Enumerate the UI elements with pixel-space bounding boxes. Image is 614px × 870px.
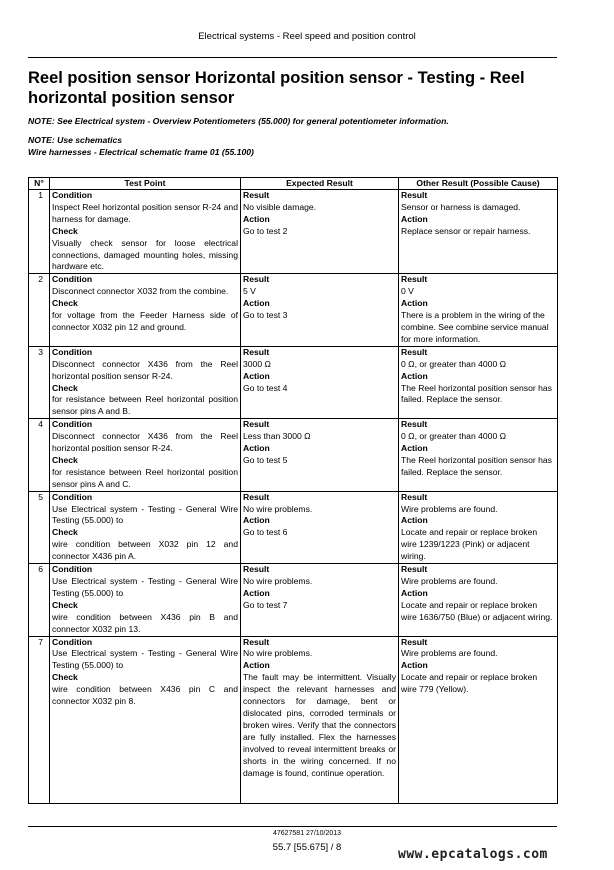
condition-label: Condition: [52, 491, 93, 502]
other-result-text: Wire problems are found.: [401, 576, 498, 586]
result-text: No wire problems.: [243, 648, 313, 659]
row-number-text: 5: [38, 491, 43, 502]
test-point-cell: [50, 491, 241, 563]
other-result-label: Result: [401, 274, 428, 285]
action-text: Go to test 3: [243, 310, 288, 321]
test-point-cell: [50, 419, 241, 491]
table-row: [29, 564, 558, 636]
test-point-cell: [50, 636, 241, 803]
result-text: Less than 3000 Ω: [243, 431, 311, 442]
action-text: The fault may be intermittent. Visually inspect the relevant harnesses and connectors for damage, bent or dislocated pins, corroded terminals or broken wires. Verify that the connectors are fully installed. Flex the harnesses involved to reveal intermittent breaks or shorts in the wiring concerned. If no damage is found, continue operation.: [243, 672, 396, 778]
other-action-text: Replace sensor or repair harness.: [401, 225, 531, 236]
check-text: for resistance between Reel horizontal position sensor pins A and C.: [52, 466, 238, 489]
expected-result-cell: [241, 346, 399, 418]
result-label: Result: [243, 346, 270, 357]
check-text: wire condition between X032 pin 12 and connector X436 pin A.: [52, 539, 238, 562]
check-text: Visually check sensor for loose electrical connections, damaged mounting holes, missing hardware etc.: [52, 237, 238, 272]
page-title: Reel position sensor Horizontal position sensor - Testing - Reel horizontal position sensor: [28, 69, 525, 107]
expected-result-cell: [241, 636, 399, 803]
note-wire-harnesses: Wire harnesses - Electrical schematic frame 01 (55.100): [28, 147, 254, 157]
other-result-text: Sensor or harness is damaged.: [401, 201, 521, 212]
other-action-label: Action: [401, 298, 428, 309]
header-rule: [28, 57, 557, 58]
header-number: N°: [29, 178, 50, 190]
expected-result-cell: [241, 190, 399, 274]
document-id: 47627581 27/10/2013: [272, 830, 342, 837]
result-text: No wire problems.: [243, 503, 313, 514]
condition-text: Disconnect connector X436 from the Reel horizontal position sensor R-24.: [52, 358, 238, 381]
running-header: Electrical systems - Reel speed and position control: [198, 31, 416, 42]
note-potentiometers: NOTE: See Electrical system - Overview Potentiometers (55.000) for general potentiometer information.: [28, 116, 449, 126]
row-number: [29, 564, 50, 636]
result-text: 5 V: [243, 286, 256, 297]
expected-result-cell: [241, 564, 399, 636]
row-number: [29, 346, 50, 418]
condition-label: Condition: [52, 274, 93, 285]
result-label: Result: [243, 190, 270, 200]
other-action-text: Locate and repair or replace broken wire 1239/1223 (Pink) or adjacent wiring.: [401, 527, 538, 562]
row-number-text: 7: [38, 636, 43, 647]
other-result-text: 0 Ω, or greater than 4000 Ω: [401, 431, 507, 442]
other-result-cell: [399, 274, 558, 346]
note-schematics: NOTE: Use schematics: [28, 135, 123, 145]
test-point-cell: [50, 564, 241, 636]
other-result-label: Result: [401, 636, 428, 647]
footer-rule: [28, 826, 557, 827]
page-number: 55.7 [55.675] / 8: [272, 842, 342, 853]
check-text: for voltage from the Feeder Harness side of connector X032 pin 12 and ground.: [52, 310, 238, 332]
table-row: [29, 419, 558, 491]
action-text: Go to test 4: [243, 382, 288, 393]
other-action-text: The Reel horizontal position sensor has failed. Replace the sensor.: [401, 382, 552, 405]
check-label: Check: [52, 225, 78, 236]
other-result-label: Result: [401, 419, 428, 430]
result-text: No wire problems.: [243, 576, 313, 586]
result-text: No visible damage.: [243, 201, 317, 212]
row-number-text: 6: [38, 564, 43, 575]
other-result-text: 0 Ω, or greater than 4000 Ω: [401, 358, 507, 369]
row-number: [29, 636, 50, 803]
other-result-cell: [399, 636, 558, 803]
result-label: Result: [243, 636, 270, 647]
other-action-label: Action: [401, 370, 428, 381]
condition-label: Condition: [52, 346, 93, 357]
row-number-text: 3: [38, 346, 43, 357]
condition-label: Condition: [52, 564, 93, 575]
check-label: Check: [52, 672, 78, 683]
result-label: Result: [243, 564, 270, 575]
table-row: [29, 346, 558, 418]
row-number: [29, 491, 50, 563]
row-number-text: 1: [38, 190, 43, 200]
other-action-label: Action: [401, 213, 428, 224]
test-point-cell: [50, 190, 241, 274]
table-row: [29, 274, 558, 346]
other-result-cell: [399, 190, 558, 274]
action-label: Action: [243, 298, 270, 309]
other-action-label: Action: [401, 443, 428, 454]
row-number: [29, 274, 50, 346]
action-text: Go to test 5: [243, 454, 288, 465]
action-text: Go to test 7: [243, 599, 288, 610]
action-text: Go to test 6: [243, 527, 288, 538]
header-expected-result: Expected Result: [241, 178, 399, 190]
other-result-cell: [399, 564, 558, 636]
other-action-label: Action: [401, 587, 428, 598]
condition-text: Use Electrical system - Testing - General Wire Testing (55.000) to: [52, 648, 238, 671]
condition-text: Inspect Reel horizontal position sensor R-24 and harness for damage.: [52, 201, 238, 224]
action-label: Action: [243, 443, 270, 454]
result-label: Result: [243, 491, 270, 502]
action-text: Go to test 2: [243, 225, 288, 236]
check-text: for resistance between Reel horizontal position sensor pins A and B.: [52, 394, 238, 417]
other-action-text: Locate and repair or replace broken wire 1636/750 (Blue) or adjacent wiring.: [401, 599, 553, 622]
check-label: Check: [52, 298, 78, 309]
table-row: [29, 636, 558, 803]
result-label: Result: [243, 274, 270, 285]
condition-text: Use Electrical system - Testing - General Wire Testing (55.000) to: [52, 503, 238, 526]
other-action-text: There is a problem in the wiring of the combine. See combine service manual for more information.: [401, 310, 549, 344]
row-number-text: 4: [38, 419, 43, 430]
check-label: Check: [52, 382, 78, 393]
other-result-text: Wire problems are found.: [401, 503, 498, 514]
condition-text: Disconnect connector X436 from the Reel horizontal position sensor R-24.: [52, 431, 238, 454]
other-result-cell: [399, 346, 558, 418]
table-header-row: [29, 178, 558, 190]
other-result-cell: [399, 491, 558, 563]
header-other-result: Other Result (Possible Cause): [399, 178, 558, 190]
result-label: Result: [243, 419, 270, 430]
other-result-label: Result: [401, 491, 428, 502]
action-label: Action: [243, 515, 270, 526]
check-label: Check: [52, 599, 78, 610]
other-result-text: 0 V: [401, 286, 414, 297]
other-result-text: Wire problems are found.: [401, 648, 498, 659]
expected-result-cell: [241, 419, 399, 491]
other-result-label: Result: [401, 346, 428, 357]
result-text: 3000 Ω: [243, 358, 271, 369]
check-label: Check: [52, 527, 78, 538]
test-point-cell: [50, 346, 241, 418]
table-row: [29, 491, 558, 563]
other-action-text: The Reel horizontal position sensor has failed. Replace the sensor.: [401, 454, 552, 477]
other-result-cell: [399, 419, 558, 491]
row-number: [29, 419, 50, 491]
check-text: wire condition between X436 pin B and connector X032 pin 13.: [52, 611, 238, 634]
check-text: wire condition between X436 pin C and connector X032 pin 8.: [52, 684, 238, 707]
expected-result-cell: [241, 491, 399, 563]
condition-label: Condition: [52, 636, 93, 647]
other-result-label: Result: [401, 190, 428, 200]
table-row: [29, 190, 558, 274]
other-action-text: Locate and repair or replace broken wire 779 (Yellow).: [401, 672, 538, 695]
action-label: Action: [243, 587, 270, 598]
condition-text: Use Electrical system - Testing - General Wire Testing (55.000) to: [52, 576, 238, 598]
other-result-label: Result: [401, 564, 428, 575]
action-label: Action: [243, 660, 270, 671]
check-label: Check: [52, 454, 78, 465]
condition-label: Condition: [52, 419, 93, 430]
header-test-point: Test Point: [50, 178, 241, 190]
expected-result-cell: [241, 274, 399, 346]
test-point-cell: [50, 274, 241, 346]
other-action-label: Action: [401, 660, 428, 671]
condition-text: Disconnect connector X032 from the combine.: [52, 286, 229, 297]
row-number: [29, 190, 50, 274]
other-action-label: Action: [401, 515, 428, 526]
row-number-text: 2: [38, 274, 43, 285]
action-label: Action: [243, 213, 270, 224]
condition-label: Condition: [52, 190, 93, 200]
test-table: [28, 177, 558, 804]
watermark: www.epcatalogs.com: [398, 847, 548, 862]
action-label: Action: [243, 370, 270, 381]
